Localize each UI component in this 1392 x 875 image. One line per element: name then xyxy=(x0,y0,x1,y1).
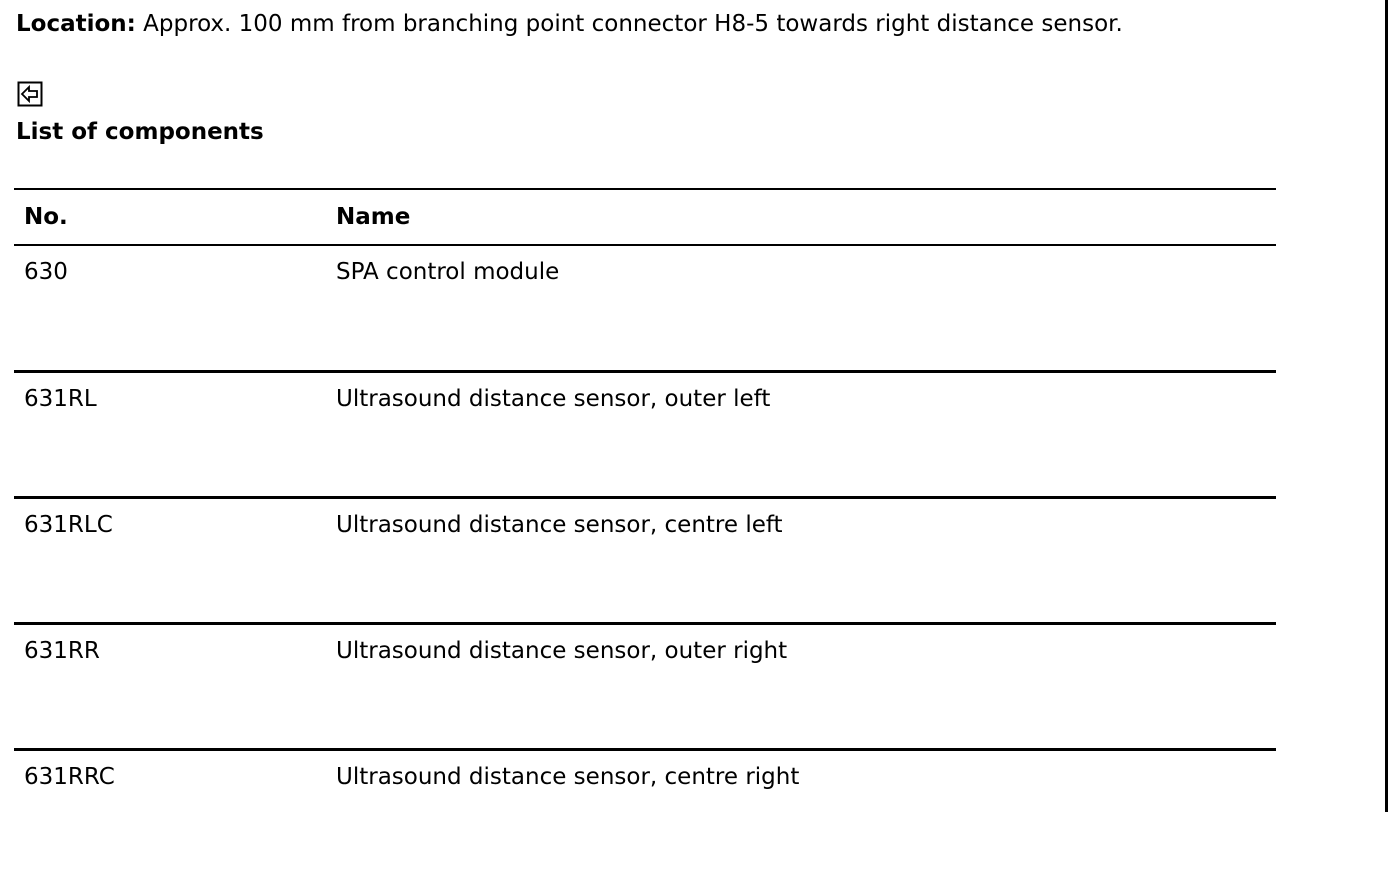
location-text: Approx. 100 mm from branching point connector H8-5 towards right distance sensor. xyxy=(135,11,1123,37)
table-row xyxy=(14,623,1276,749)
component-number: 631RL xyxy=(24,385,97,412)
location-label: Location: xyxy=(16,11,136,37)
component-name: Ultrasound distance sensor, centre right xyxy=(336,763,800,790)
table-row xyxy=(14,245,1276,371)
column-header-no: No. xyxy=(24,204,68,230)
table-row xyxy=(14,749,1276,875)
table-row xyxy=(14,371,1276,497)
back-arrow-icon[interactable] xyxy=(17,81,43,107)
component-number: 631RRC xyxy=(24,763,115,790)
components-table xyxy=(14,188,1276,875)
component-number: 631RR xyxy=(24,637,100,664)
location-paragraph xyxy=(16,8,1123,40)
section-title: List of components xyxy=(16,119,264,145)
page-right-border xyxy=(1385,0,1388,812)
component-name: Ultrasound distance sensor, outer right xyxy=(336,637,788,664)
component-number: 631RLC xyxy=(24,511,113,538)
component-name: SPA control module xyxy=(336,259,560,285)
component-name: Ultrasound distance sensor, centre left xyxy=(336,511,783,538)
component-number: 630 xyxy=(24,259,68,285)
table-header-row xyxy=(14,189,1276,245)
component-name: Ultrasound distance sensor, outer left xyxy=(336,385,771,412)
table-row xyxy=(14,497,1276,623)
column-header-name: Name xyxy=(336,204,411,230)
